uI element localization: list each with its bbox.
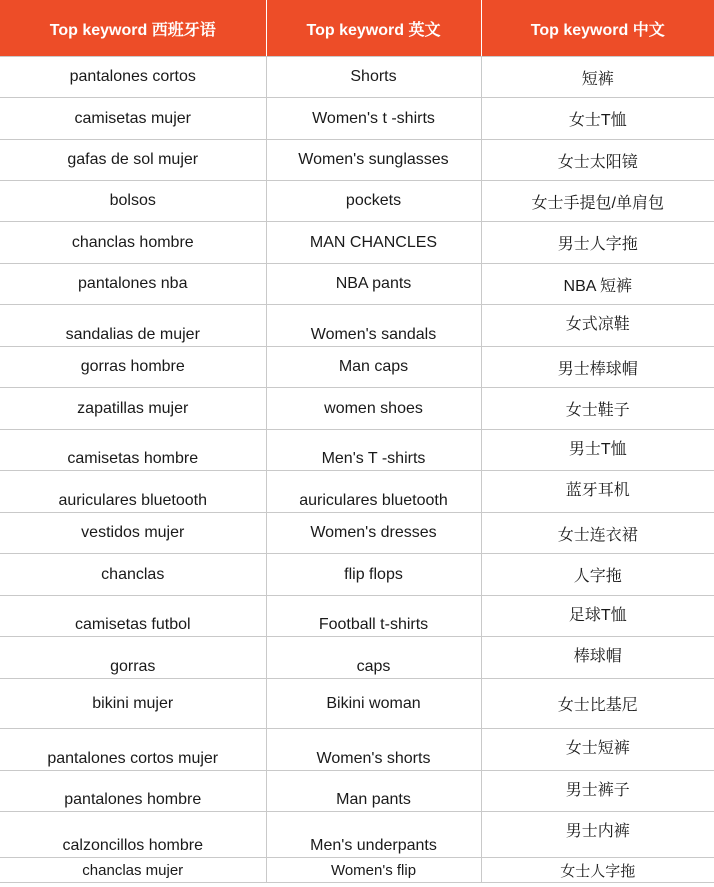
table-row	[0, 181, 714, 222]
cell-spanish: chanclas hombre	[0, 222, 266, 264]
cell-spanish: calzoncillos hombre	[0, 812, 266, 858]
cell-spanish: pantalones cortos mujer	[0, 729, 266, 771]
table-row	[0, 771, 714, 812]
cell-chinese: 女士人字拖	[481, 858, 714, 883]
cell-spanish: vestidos mujer	[0, 513, 266, 554]
cell-spanish: pantalones cortos	[0, 57, 266, 98]
cell-spanish: chanclas	[0, 554, 266, 596]
cell-chinese: 女士连衣裙	[481, 513, 714, 554]
header-spanish-keyword: Top keyword 西班牙语	[0, 0, 266, 57]
cell-chinese: 男士裤子	[481, 771, 714, 812]
table-row	[0, 729, 714, 771]
cell-english: NBA pants	[266, 264, 481, 305]
cell-english: Women's shorts	[266, 729, 481, 771]
table-row	[0, 388, 714, 430]
cell-chinese: 足球T恤	[481, 596, 714, 637]
cell-spanish: camisetas futbol	[0, 596, 266, 637]
cell-chinese: 男士内裤	[481, 812, 714, 858]
cell-spanish: gafas de sol mujer	[0, 140, 266, 181]
table-row	[0, 140, 714, 181]
cell-chinese: 女士短裤	[481, 729, 714, 771]
table-row	[0, 98, 714, 140]
cell-chinese: 棒球帽	[481, 637, 714, 679]
cell-english: Shorts	[266, 57, 481, 98]
table-row	[0, 858, 714, 883]
cell-english: Football t-shirts	[266, 596, 481, 637]
cell-english: Man caps	[266, 347, 481, 388]
cell-chinese: 女士比基尼	[481, 679, 714, 729]
table-row	[0, 430, 714, 471]
cell-spanish: camisetas mujer	[0, 98, 266, 140]
cell-english: Man pants	[266, 771, 481, 812]
cell-english: auriculares bluetooth	[266, 471, 481, 513]
table-row	[0, 812, 714, 858]
cell-spanish: gorras hombre	[0, 347, 266, 388]
header-chinese-keyword: Top keyword 中文	[481, 0, 714, 57]
cell-chinese: 男士棒球帽	[481, 347, 714, 388]
cell-english: Men's underpants	[266, 812, 481, 858]
table-row	[0, 596, 714, 637]
cell-chinese: 短裤	[481, 57, 714, 98]
cell-chinese: 蓝牙耳机	[481, 471, 714, 513]
cell-spanish: camisetas hombre	[0, 430, 266, 471]
header-english-keyword: Top keyword 英文	[266, 0, 481, 57]
cell-chinese: 人字拖	[481, 554, 714, 596]
table-row	[0, 347, 714, 388]
cell-spanish: pantalones nba	[0, 264, 266, 305]
cell-spanish: bolsos	[0, 181, 266, 222]
cell-chinese: 女士鞋子	[481, 388, 714, 430]
table-header-row	[0, 0, 714, 57]
cell-chinese: 女士T恤	[481, 98, 714, 140]
cell-english: Women's dresses	[266, 513, 481, 554]
cell-spanish: sandalias de mujer	[0, 305, 266, 347]
cell-english: Bikini woman	[266, 679, 481, 729]
cell-chinese: 男士人字拖	[481, 222, 714, 264]
cell-spanish: auriculares bluetooth	[0, 471, 266, 513]
cell-chinese: 女式凉鞋	[481, 305, 714, 347]
cell-english: MAN CHANCLES	[266, 222, 481, 264]
cell-english: flip flops	[266, 554, 481, 596]
table-row	[0, 513, 714, 554]
cell-english: pockets	[266, 181, 481, 222]
table-row	[0, 637, 714, 679]
cell-chinese: 女士手提包/单肩包	[481, 181, 714, 222]
cell-english: Women's sandals	[266, 305, 481, 347]
cell-spanish: zapatillas mujer	[0, 388, 266, 430]
cell-english: women shoes	[266, 388, 481, 430]
cell-chinese: 女士太阳镜	[481, 140, 714, 181]
cell-chinese: NBA 短裤	[481, 264, 714, 305]
table-row	[0, 679, 714, 729]
cell-spanish: gorras	[0, 637, 266, 679]
table-row	[0, 222, 714, 264]
cell-english: Men's T -shirts	[266, 430, 481, 471]
cell-english: Women's flip	[266, 858, 481, 883]
table-row	[0, 305, 714, 347]
cell-spanish: pantalones hombre	[0, 771, 266, 812]
cell-english: Women's t -shirts	[266, 98, 481, 140]
table-row	[0, 57, 714, 98]
table-row	[0, 554, 714, 596]
table-row	[0, 471, 714, 513]
cell-chinese: 男士T恤	[481, 430, 714, 471]
table-row	[0, 264, 714, 305]
cell-english: Women's sunglasses	[266, 140, 481, 181]
cell-english: caps	[266, 637, 481, 679]
cell-spanish: bikini mujer	[0, 679, 266, 729]
cell-spanish: chanclas mujer	[0, 858, 266, 883]
